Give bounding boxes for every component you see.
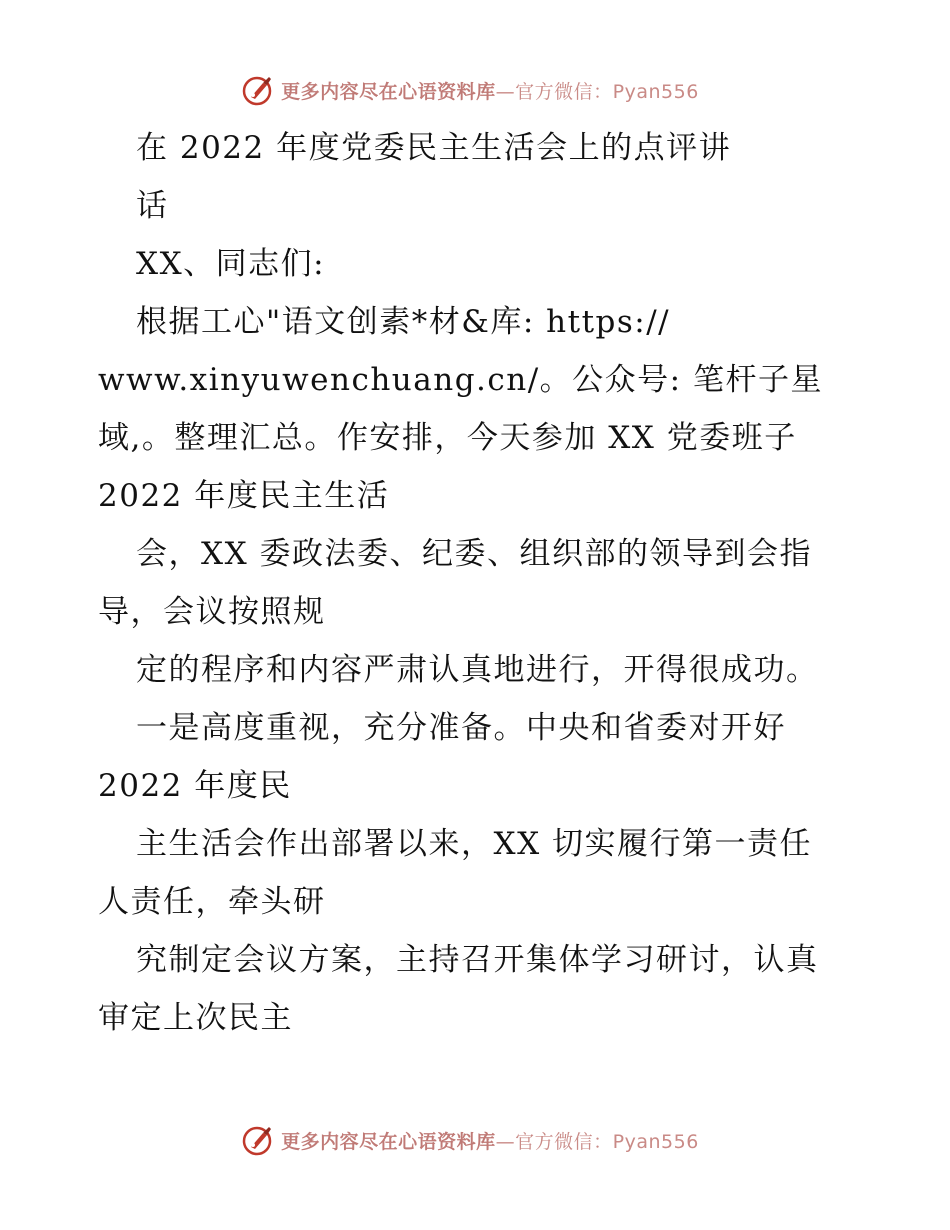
doc-line: 在 2022 年度党委民主生活会上的点评讲 [136,130,732,166]
doc-line: 根据工心"语文创素*材&库: https:// [136,304,671,340]
doc-line: 究制定会议方案，主持召开集体学习研讨，认真 [136,942,819,978]
pen-nib-logo-icon [241,1123,275,1157]
banner-wechat: 官方微信：Pyan556 [515,1130,699,1153]
doc-line: 域,。整理汇总。作安排，今天参加 XX 党委班子 [98,420,797,456]
doc-line: 2022 年度民 [98,768,292,804]
doc-line: 会，XX 委政法委、纪委、组织部的领导到会指 [136,536,812,572]
doc-line: 导，会议按照规 [98,594,326,630]
doc-line: 人责任，牵头研 [98,884,326,920]
doc-line: www.xinyuwenchuang.cn/。公众号: 笔杆子星 [98,362,823,398]
doc-line: XX、同志们: [136,246,326,282]
doc-line: 审定上次民主 [98,1000,293,1036]
pen-nib-logo-icon [241,73,275,107]
banner-title: 更多内容尽在心语资料库 [281,1130,496,1153]
doc-line: 一是高度重视，充分准备。中央和省委对开好 [136,710,786,746]
doc-line: 定的程序和内容严肃认真地进行，开得很成功。 [136,652,819,688]
banner-separator: — [495,1130,516,1153]
doc-line: 话 [136,188,169,224]
doc-line: 2022 年度民主生活 [98,478,390,514]
header-banner [0,70,950,110]
banner-separator: — [495,80,516,103]
banner-title: 更多内容尽在心语资料库 [281,80,496,103]
banner-wechat: 官方微信：Pyan556 [515,80,699,103]
footer-banner [0,1120,950,1160]
doc-line: 主生活会作出部署以来，XX 切实履行第一责任 [136,826,812,862]
